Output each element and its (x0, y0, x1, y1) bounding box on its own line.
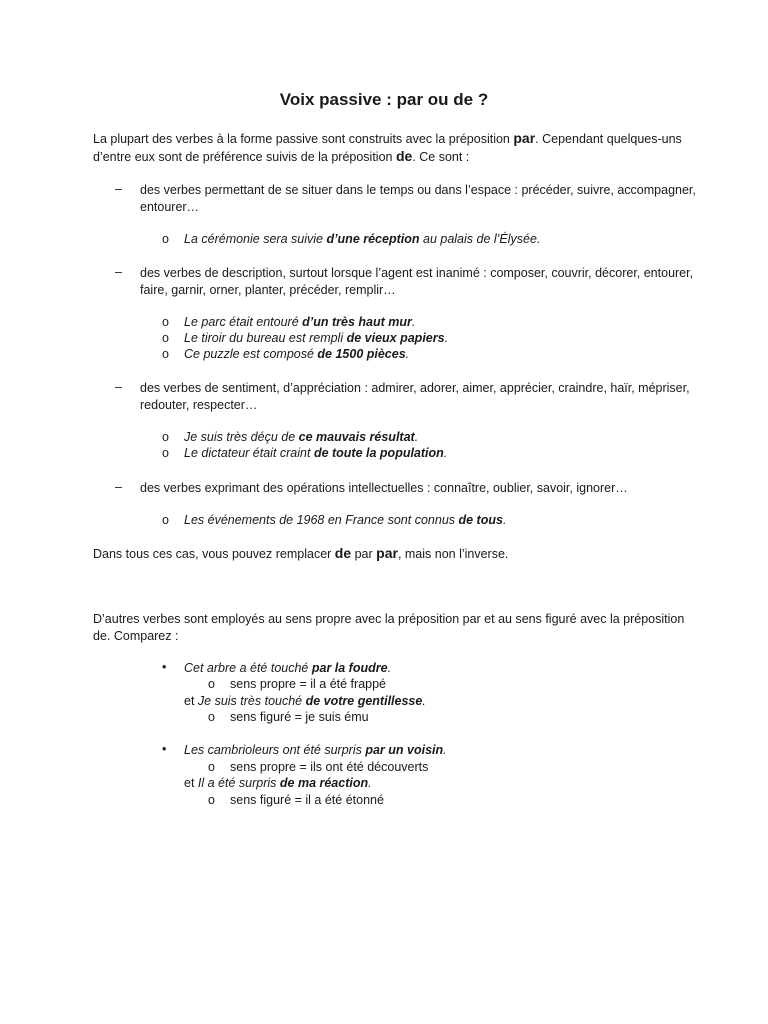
circle-marker: o (208, 760, 215, 774)
circle-marker: o (162, 315, 169, 329)
example-bold: de votre gentillesse (305, 694, 423, 708)
example-4-1 (162, 512, 506, 529)
example-text: Je suis très touché (197, 694, 306, 708)
example-bold: de ma réaction (279, 776, 369, 790)
comparison-1-sense-2 (208, 709, 369, 726)
example-text: Ce puzzle est composé (184, 347, 318, 361)
example-text: Les cambrioleurs ont été surpris (184, 743, 366, 757)
circle-marker: o (162, 430, 169, 444)
comparison-2-example-2 (184, 775, 372, 792)
sense-text: sens figuré = je suis ému (230, 710, 369, 724)
sense-text: sens propre = ils ont été découverts (230, 760, 429, 774)
example-text: La cérémonie sera suivie (184, 232, 327, 246)
intro-text-1: La plupart des verbes à la forme passive sont construits avec la préposition (93, 132, 514, 146)
example-text: Il a été surpris (197, 776, 280, 790)
example-text: Les événements de 1968 en France sont connus (184, 513, 459, 527)
dash-marker: – (115, 380, 122, 394)
sense-text: sens propre = il a été frappé (230, 677, 386, 691)
comparison-2-sense-1 (208, 759, 428, 776)
example-3-1 (162, 429, 418, 446)
page-title: Voix passive : par ou de ? (279, 90, 489, 109)
group-4-text: des verbes exprimant des opérations intellectuelles : connaître, oublier, savoir, ignorer… (140, 481, 628, 495)
circle-marker: o (208, 793, 215, 807)
example-bold: de 1500 pièces (317, 347, 406, 361)
group-1-text: des verbes permettant de se situer dans le temps ou dans l’espace : précéder, suivre, accompagner, entourer… (140, 183, 696, 214)
comparison-2-example-1 (184, 742, 447, 759)
example-2-3 (162, 346, 409, 363)
example-bold: d’un très haut mur (302, 315, 412, 329)
example-text-end: . (368, 776, 372, 790)
intro-paragraph (93, 130, 693, 166)
example-3-2 (162, 445, 447, 462)
example-text-end: . (443, 446, 448, 460)
example-text: Je suis très déçu de (184, 430, 299, 444)
example-text-end: . (502, 513, 507, 527)
example-bold: de tous (458, 513, 503, 527)
conclusion-par-word: par (376, 545, 398, 561)
example-bold: de vieux papiers (346, 331, 445, 345)
dash-marker: – (115, 480, 122, 494)
example-text: Le dictateur était craint (184, 446, 314, 460)
circle-marker: o (162, 331, 169, 345)
bullet-marker: • (162, 742, 167, 756)
dash-marker: – (115, 265, 122, 279)
intro-text-3: . Ce sont : (412, 150, 470, 164)
example-bold: par la foudre (311, 661, 388, 675)
example-2-1 (162, 314, 415, 331)
example-text: Le tiroir du bureau est rempli (184, 331, 347, 345)
example-text: Cet arbre a été touché (184, 661, 312, 675)
example-text-end: . (443, 743, 447, 757)
bullet-marker: • (162, 660, 167, 674)
example-text-end: au palais de l’Élysée. (419, 232, 541, 246)
intro-text-2: . Cependant quelques-uns d’entre eux sont de préférence suivis de la préposition (93, 132, 682, 164)
circle-marker: o (162, 347, 169, 361)
comparison-1-example-1 (184, 660, 391, 677)
example-bold: par un voisin (365, 743, 444, 757)
example-text-end: . (387, 661, 392, 675)
conclusion-paragraph (93, 545, 693, 563)
circle-marker: o (162, 513, 169, 527)
example-text-end: . (422, 694, 426, 708)
circle-marker: o (162, 232, 169, 246)
circle-marker: o (208, 710, 215, 724)
circle-marker: o (208, 677, 215, 691)
et-word: et (184, 776, 198, 790)
group-2-text: des verbes de description, surtout lorsque l’agent est inanimé : composer, couvrir, décorer, entourer, faire, garnir, orner, planter, précéder, remplir… (140, 266, 694, 297)
conclusion-de-word: de (334, 545, 352, 561)
dash-marker: – (115, 182, 122, 196)
intro-de-word: de (395, 148, 413, 164)
example-1-1 (162, 231, 540, 248)
example-text-end: . (405, 347, 410, 361)
example-bold: d’une réception (326, 232, 420, 246)
example-text: Le parc était entouré (184, 315, 303, 329)
intro-par-word: par (513, 130, 536, 146)
comparison-1-example-2 (184, 693, 426, 710)
et-word: et (184, 694, 198, 708)
example-text-end: . (444, 331, 449, 345)
conclusion-text-2: par (351, 547, 377, 561)
example-text-end: . (411, 315, 416, 329)
example-bold: ce mauvais résultat (298, 430, 415, 444)
circle-marker: o (162, 446, 169, 460)
example-text-end: . (414, 430, 419, 444)
comparison-1-sense-1 (208, 676, 386, 693)
sense-text: sens figuré = il a été étonné (230, 793, 384, 807)
conclusion-text-3: , mais non l’inverse. (397, 547, 509, 561)
others-intro-paragraph: D’autres verbes sont employés au sens propre avec la préposition par et au sens figuré avec la préposition de. Comparez : (93, 612, 685, 643)
group-3-text: des verbes de sentiment, d’appréciation : admirer, adorer, aimer, apprécier, craindre, haïr, mépriser, redouter, respecter… (140, 381, 690, 412)
example-bold: de toute la population (313, 446, 444, 460)
conclusion-text-1: Dans tous ces cas, vous pouvez remplacer (93, 547, 335, 561)
comparison-2-sense-2 (208, 792, 384, 809)
example-2-2 (162, 330, 448, 347)
